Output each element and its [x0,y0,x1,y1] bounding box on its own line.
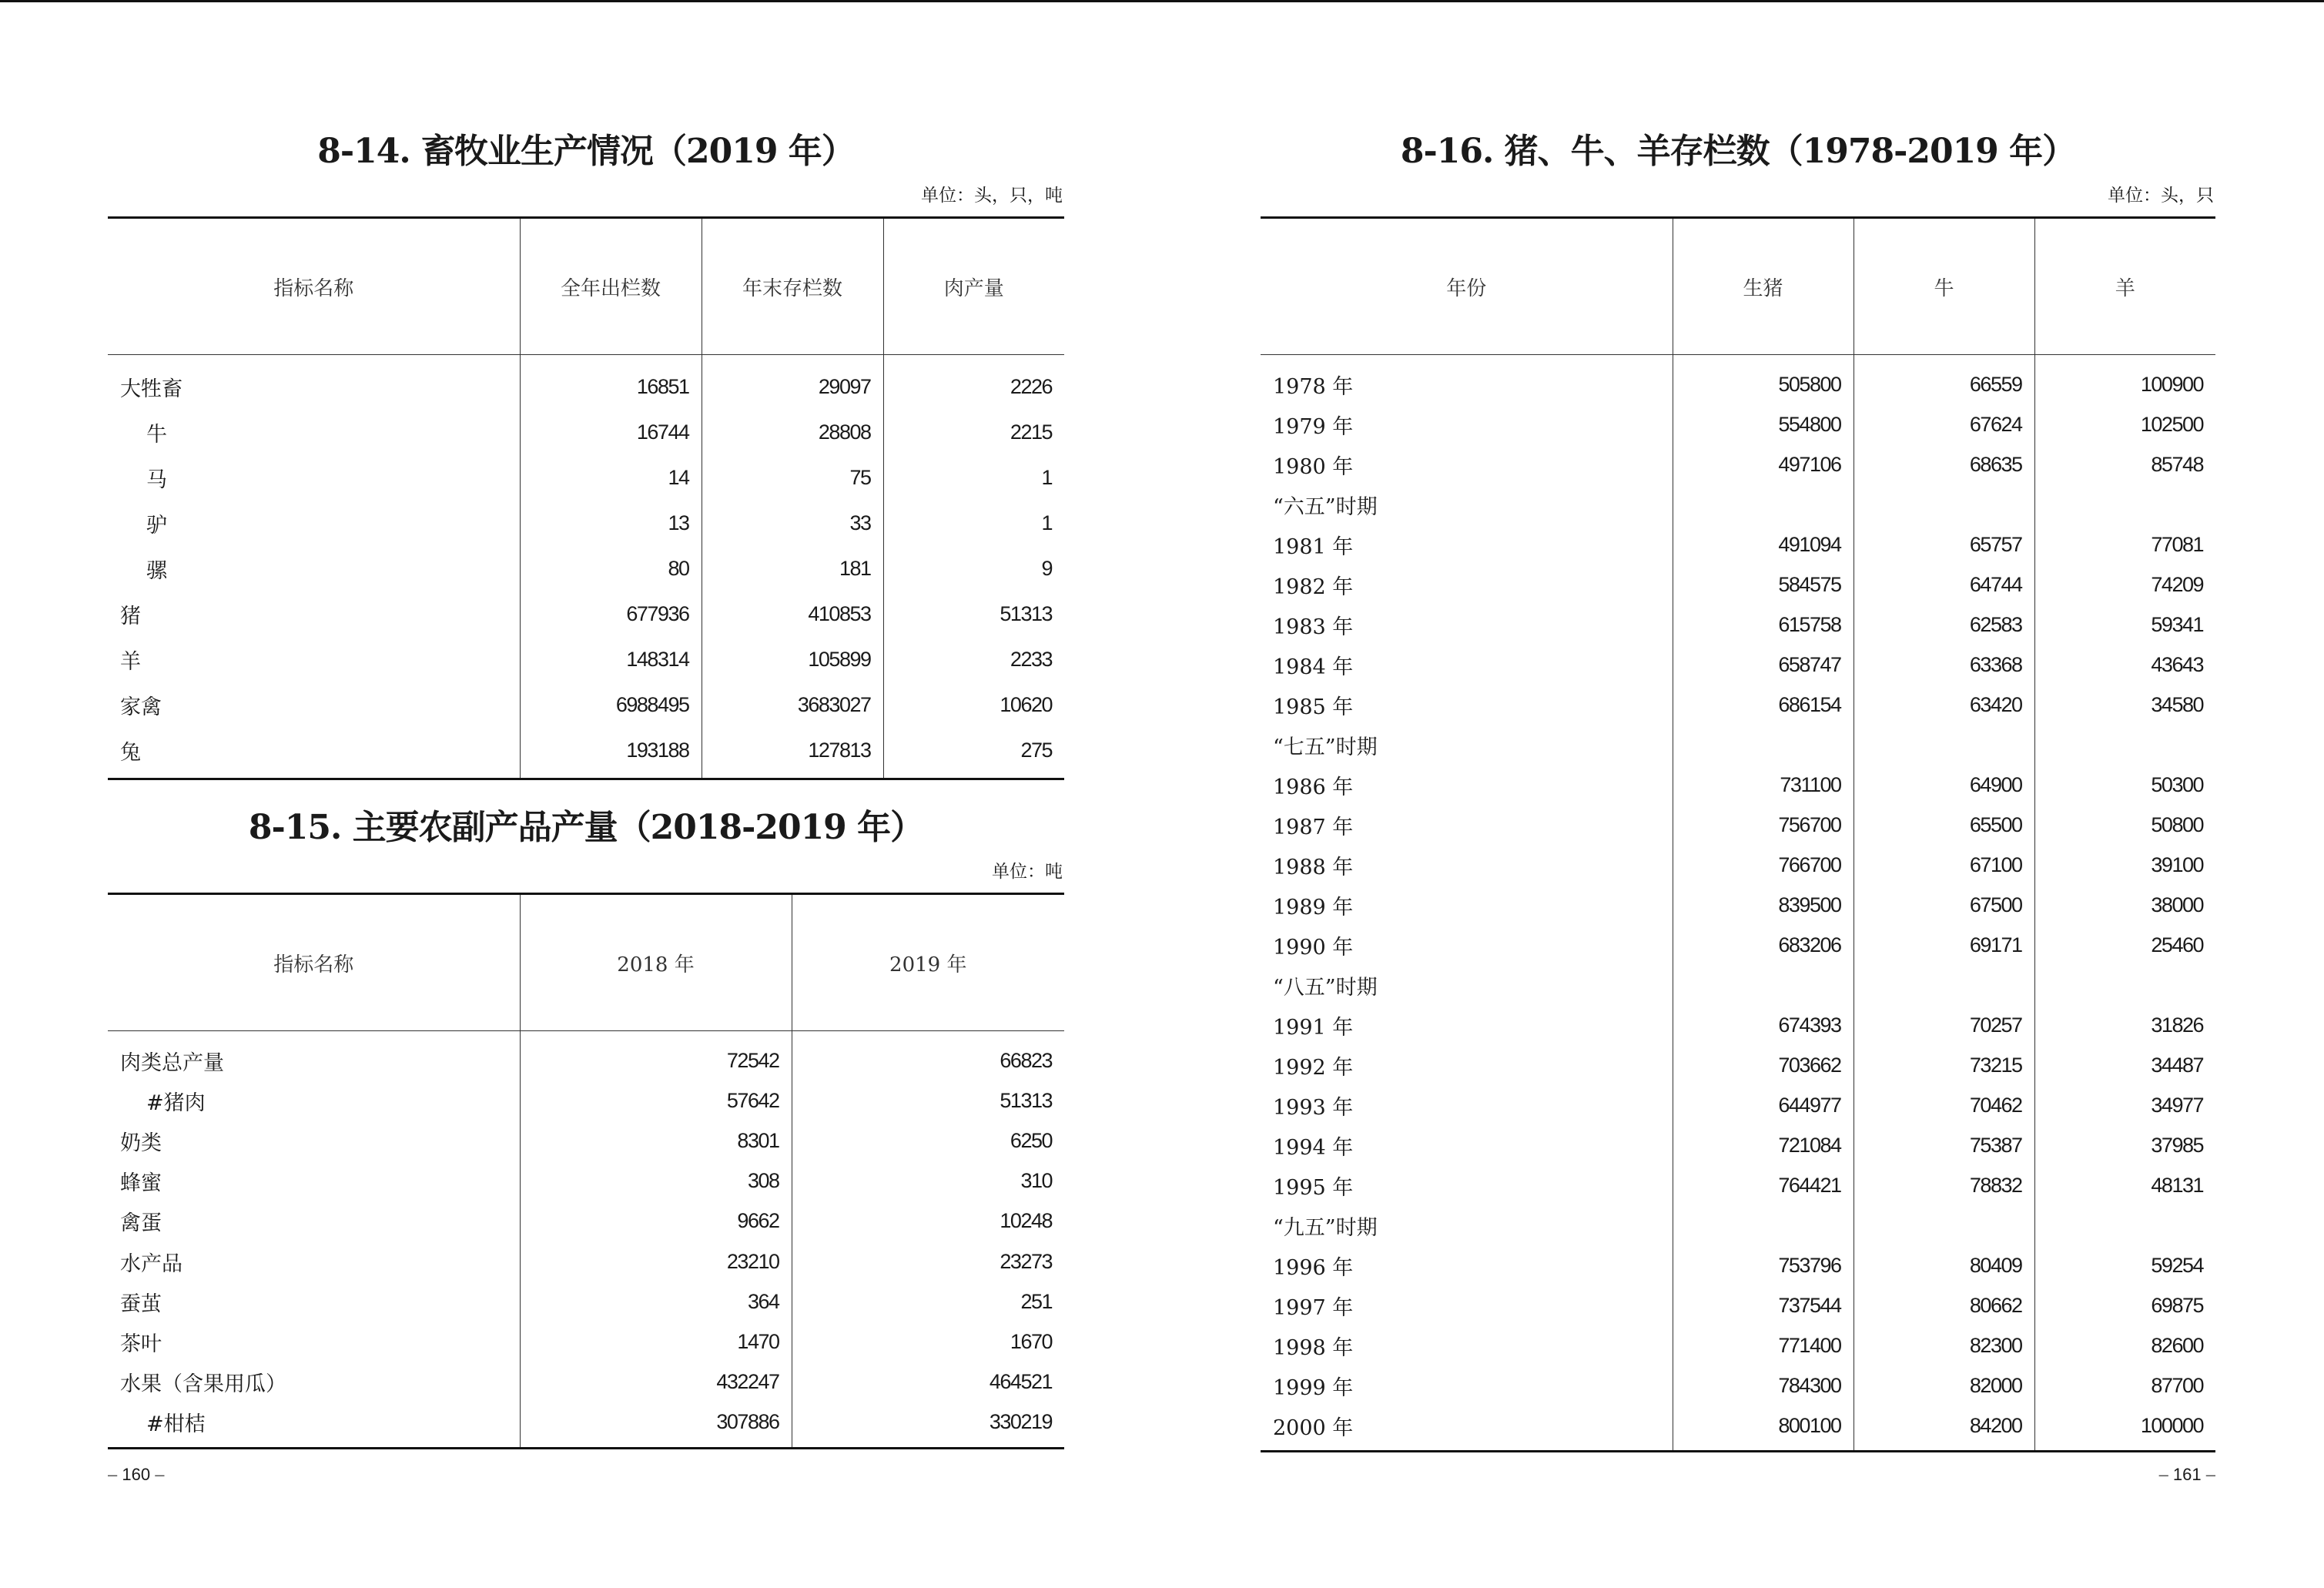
row-label: 1993 年 [1273,1095,1354,1120]
cell-value: 800100 [1673,1405,1854,1452]
table-row [1261,404,2215,444]
table-row [1261,885,2215,925]
page-number-value: 160 [122,1465,151,1484]
row-label: 1978 年 [1273,374,1354,399]
cell-value: 703662 [1673,1045,1854,1085]
table-row [1261,1165,2215,1205]
cell-value: 70257 [1854,1005,2034,1045]
cell-value [1673,484,1854,524]
cell-value: 85748 [2034,444,2215,484]
cell-value [2034,965,2215,1005]
cell-value: 181 [702,546,883,591]
table-row [108,1402,1064,1449]
table-row [1261,605,2215,645]
period-row [1261,965,2215,1005]
cell-value: 67500 [1854,885,2034,925]
cell-value: 2233 [883,637,1064,682]
row-label: 1998 年 [1273,1335,1354,1360]
cell-value: 554800 [1673,404,1854,444]
cell-value: 75387 [1854,1125,2034,1165]
cell-value: 100000 [2034,1405,2215,1452]
table-row [1261,355,2215,405]
table-row [1261,1365,2215,1405]
period-row [1261,1205,2215,1245]
cell-value: 39100 [2034,845,2215,885]
cell-value: 73215 [1854,1045,2034,1085]
cell-value: 34977 [2034,1085,2215,1125]
row-label: 1994 年 [1273,1135,1354,1160]
cell-value [1673,1205,1854,1245]
column-header: 指标名称 [108,218,520,355]
cell-value [1854,965,2034,1005]
cell-value: 57642 [520,1080,792,1121]
row-label: 禽蛋 [120,1211,162,1236]
cell-value: 13 [520,501,702,546]
cell-value: 29097 [702,355,883,410]
row-label: 家禽 [120,695,162,719]
table-row [108,637,1064,682]
cell-value: 72542 [520,1031,792,1081]
cell-value: 80 [520,546,702,591]
table-row [1261,565,2215,605]
table-row [108,1281,1064,1322]
cell-value: 275 [883,728,1064,779]
table-row [108,1031,1064,1081]
cell-value: 38000 [2034,885,2215,925]
cell-value: 2215 [883,410,1064,455]
cell-value: 87700 [2034,1365,2215,1405]
table-row [1261,1405,2215,1452]
cell-value [2034,1205,2215,1245]
table-8-14-unit: 单位：头，只，吨 [921,186,1063,206]
table-row [1261,1325,2215,1365]
cell-value: 731100 [1673,765,1854,805]
page-number-right: – 161 – [2158,1465,2215,1484]
cell-value: 14 [520,455,702,501]
cell-value: 1470 [520,1322,792,1362]
table-8-15 [108,893,1064,1449]
cell-value [1673,725,1854,765]
cell-value: 65757 [1854,524,2034,565]
cell-value [1673,965,1854,1005]
table-row [108,410,1064,455]
row-label: 马 [146,468,167,492]
table-row [1261,444,2215,484]
column-header: 2018 年 [520,894,792,1031]
table-8-14-title: 8-14. 畜牧业生产情况（2019 年） [317,132,855,171]
table-row [108,1201,1064,1241]
cell-value: 43643 [2034,645,2215,685]
cell-value: 364 [520,1281,792,1322]
row-label: 大牲畜 [120,377,183,401]
cell-value: 766700 [1673,845,1854,885]
row-label: 蜂蜜 [120,1171,162,1196]
cell-value: 63420 [1854,685,2034,725]
row-label: 1986 年 [1273,775,1354,799]
cell-value: 74209 [2034,565,2215,605]
row-label: 1997 年 [1273,1295,1354,1320]
cell-value: 3683027 [702,682,883,728]
cell-value: 432247 [520,1362,792,1402]
table-row [108,1080,1064,1121]
cell-value: 9 [883,546,1064,591]
period-label: “七五”时期 [1273,735,1378,759]
cell-value: 764421 [1673,1165,1854,1205]
cell-value: 721084 [1673,1125,1854,1165]
cell-value: 6988495 [520,682,702,728]
table-8-15-title: 8-15. 主要农副产品产量（2018-2019 年） [248,808,924,847]
table-8-16-title: 8-16. 猪、牛、羊存栏数（1978-2019 年） [1400,132,2076,171]
cell-value: 82300 [1854,1325,2034,1365]
table-row [108,501,1064,546]
row-label: 猪 [120,605,141,628]
table-8-16 [1261,216,2215,1452]
cell-value: 59341 [2034,605,2215,645]
table-row [1261,645,2215,685]
row-label: 1987 年 [1273,815,1354,839]
table-row [108,591,1064,637]
cell-value: 84200 [1854,1405,2034,1452]
row-label: #柑桔 [146,1412,206,1437]
row-label: 驴 [146,514,167,538]
cell-value: 1 [883,455,1064,501]
cell-value: 307886 [520,1402,792,1449]
row-label: 1991 年 [1273,1015,1354,1040]
column-header: 全年出栏数 [520,218,702,355]
cell-value: 683206 [1673,925,1854,965]
table-row [1261,1285,2215,1325]
cell-value: 102500 [2034,404,2215,444]
cell-value: 148314 [520,637,702,682]
table-row [108,1161,1064,1201]
row-label: 肉类总产量 [120,1050,224,1075]
row-label: 1981 年 [1273,534,1354,559]
cell-value: 839500 [1673,885,1854,925]
cell-value: 9662 [520,1201,792,1241]
cell-value: 127813 [702,728,883,779]
cell-value: 80409 [1854,1245,2034,1285]
cell-value: 105899 [702,637,883,682]
table-row [108,1322,1064,1362]
table-row [108,1241,1064,1281]
cell-value: 50300 [2034,765,2215,805]
cell-value: 644977 [1673,1085,1854,1125]
table-8-15-unit: 单位：吨 [992,862,1063,882]
cell-value: 584575 [1673,565,1854,605]
table-row [108,1362,1064,1402]
cell-value: 34580 [2034,685,2215,725]
cell-value: 10620 [883,682,1064,728]
cell-value: 100900 [2034,355,2215,405]
cell-value: 193188 [520,728,702,779]
row-label: 1996 年 [1273,1255,1354,1280]
table-row [1261,765,2215,805]
cell-value: 310 [792,1161,1064,1201]
row-label: 牛 [146,423,167,447]
cell-value: 67100 [1854,845,2034,885]
table-8-14 [108,216,1064,780]
cell-value [1854,725,2034,765]
table-header-row [108,894,1064,1031]
cell-value: 756700 [1673,805,1854,845]
table-row [1261,524,2215,565]
row-label: 1983 年 [1273,615,1354,639]
cell-value: 23273 [792,1241,1064,1281]
cell-value: 771400 [1673,1325,1854,1365]
table-row [1261,1125,2215,1165]
cell-value: 51313 [883,591,1064,637]
cell-value: 48131 [2034,1165,2215,1205]
cell-value [2034,484,2215,524]
column-header: 生猪 [1673,218,1854,355]
row-label: 茶叶 [120,1332,162,1356]
top-border-line [0,0,2324,2]
cell-value: 51313 [792,1080,1064,1121]
table-row [108,728,1064,779]
table-row [1261,1245,2215,1285]
table-row [108,546,1064,591]
cell-value: 677936 [520,591,702,637]
row-label: 骡 [146,559,167,583]
period-row [1261,725,2215,765]
table-row [108,455,1064,501]
row-label: 蚕茧 [120,1292,162,1316]
cell-value: 66559 [1854,355,2034,405]
row-label: 兔 [120,741,141,765]
cell-value: 75 [702,455,883,501]
cell-value [2034,725,2215,765]
table-8-16-unit: 单位：头，只 [2108,186,2214,206]
cell-value: 69171 [1854,925,2034,965]
cell-value: 1670 [792,1322,1064,1362]
table-row [1261,925,2215,965]
row-label: 1992 年 [1273,1055,1354,1080]
cell-value: 784300 [1673,1365,1854,1405]
table-header-row [1261,218,2215,355]
cell-value: 16851 [520,355,702,410]
column-header: 牛 [1854,218,2034,355]
cell-value [1854,1205,2034,1245]
table-row [108,355,1064,410]
row-label: 1984 年 [1273,655,1354,679]
cell-value: 2226 [883,355,1064,410]
cell-value: 753796 [1673,1245,1854,1285]
cell-value: 410853 [702,591,883,637]
row-label: 羊 [120,650,141,674]
cell-value: 82000 [1854,1365,2034,1405]
cell-value: 23210 [520,1241,792,1281]
cell-value: 686154 [1673,685,1854,725]
table-row [1261,1045,2215,1085]
cell-value: 33 [702,501,883,546]
cell-value: 330219 [792,1402,1064,1449]
column-header: 年末存栏数 [702,218,883,355]
cell-value: 674393 [1673,1005,1854,1045]
row-label: 2000 年 [1273,1415,1354,1440]
cell-value: 737544 [1673,1285,1854,1325]
cell-value: 491094 [1673,524,1854,565]
period-label: “八五”时期 [1273,975,1378,1000]
cell-value: 8301 [520,1121,792,1161]
cell-value: 658747 [1673,645,1854,685]
cell-value: 28808 [702,410,883,455]
cell-value: 64744 [1854,565,2034,605]
row-label: 1988 年 [1273,855,1354,879]
table-row [108,1121,1064,1161]
row-label: 水产品 [120,1251,183,1276]
cell-value: 62583 [1854,605,2034,645]
row-label: 1995 年 [1273,1175,1354,1200]
row-label: 奶类 [120,1131,162,1155]
column-header: 2019 年 [792,894,1064,1031]
row-label: #猪肉 [146,1090,206,1115]
page-number-left: – 160 – [108,1465,165,1484]
page-number-value: 161 [2172,1465,2202,1484]
table-row [1261,685,2215,725]
cell-value [1854,484,2034,524]
column-header: 肉产量 [883,218,1064,355]
cell-value: 25460 [2034,925,2215,965]
cell-value: 251 [792,1281,1064,1322]
cell-value: 497106 [1673,444,1854,484]
cell-value: 505800 [1673,355,1854,405]
cell-value: 37985 [2034,1125,2215,1165]
cell-value: 69875 [2034,1285,2215,1325]
cell-value: 464521 [792,1362,1064,1402]
cell-value: 78832 [1854,1165,2034,1205]
cell-value: 6250 [792,1121,1064,1161]
cell-value: 16744 [520,410,702,455]
table-row [1261,1085,2215,1125]
table-header-row [108,218,1064,355]
cell-value: 10248 [792,1201,1064,1241]
cell-value: 50800 [2034,805,2215,845]
period-label: “九五”时期 [1273,1215,1378,1240]
period-row [1261,484,2215,524]
row-label: 1990 年 [1273,935,1354,960]
column-header: 年份 [1261,218,1673,355]
period-label: “六五”时期 [1273,494,1378,519]
row-label: 1979 年 [1273,414,1354,439]
cell-value: 68635 [1854,444,2034,484]
table-row [1261,1005,2215,1045]
table-row [108,682,1064,728]
column-header: 指标名称 [108,894,520,1031]
cell-value: 308 [520,1161,792,1201]
cell-value: 1 [883,501,1064,546]
row-label: 1989 年 [1273,895,1354,920]
cell-value: 67624 [1854,404,2034,444]
row-label: 1982 年 [1273,575,1354,599]
cell-value: 31826 [2034,1005,2215,1045]
cell-value: 82600 [2034,1325,2215,1365]
cell-value: 59254 [2034,1245,2215,1285]
cell-value: 80662 [1854,1285,2034,1325]
cell-value: 66823 [792,1031,1064,1081]
cell-value: 34487 [2034,1045,2215,1085]
table-row [1261,845,2215,885]
cell-value: 77081 [2034,524,2215,565]
cell-value: 70462 [1854,1085,2034,1125]
row-label: 水果（含果用瓜） [120,1372,286,1397]
cell-value: 63368 [1854,645,2034,685]
row-label: 1980 年 [1273,454,1354,479]
cell-value: 65500 [1854,805,2034,845]
table-row [1261,805,2215,845]
row-label: 1999 年 [1273,1375,1354,1400]
row-label: 1985 年 [1273,695,1354,719]
cell-value: 64900 [1854,765,2034,805]
cell-value: 615758 [1673,605,1854,645]
column-header: 羊 [2034,218,2215,355]
